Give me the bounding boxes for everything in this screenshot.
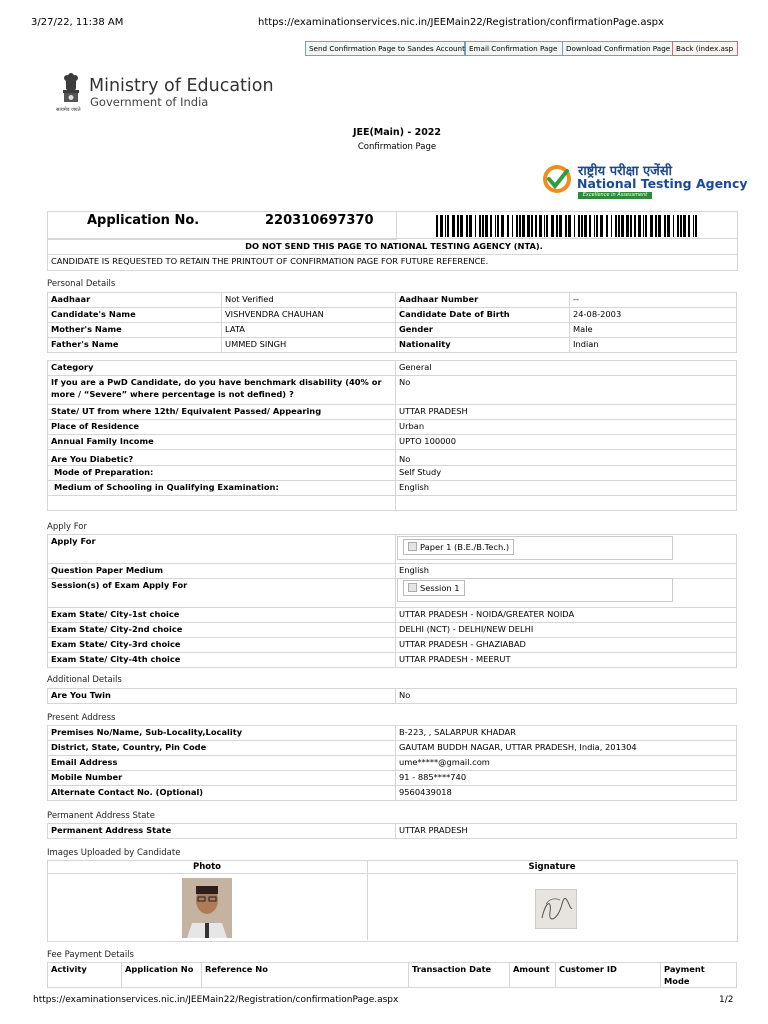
label-cell: Aadhaar Number [396,293,570,308]
label-cell: Father's Name [48,338,222,353]
category-table [47,360,737,511]
application-number-value: 220310697370 [265,213,374,228]
do-not-send-notice: DO NOT SEND THIS PAGE TO NATIONAL TESTING AGENCY (NTA). [245,241,543,251]
value-cell: VISHVENDRA CHAUHAN [222,308,396,323]
table-row [48,293,737,308]
value-cell: Urban [396,420,737,435]
value-cell: Male [570,323,737,338]
emblem-caption: सत्यमेव जयते [56,107,81,113]
signature-label: Signature [528,862,576,872]
table-row [48,308,737,323]
nta-tagline: Excellence in Assessment [578,192,652,199]
value-cell: No [396,376,737,405]
value-cell: Indian [570,338,737,353]
label-cell: Category [48,361,396,376]
table-row [48,824,737,839]
label-cell: Alternate Contact No. (Optional) [48,786,396,801]
permanent-address-table [47,823,737,839]
send-sandes-button[interactable]: Send Confirmation Page to Sandes Account [305,41,465,56]
session1-label: Session 1 [420,583,460,593]
session1-checkbox[interactable] [403,580,465,596]
label-cell: Exam State/ City-1st choice [48,608,396,623]
permanent-address-title: Permanent Address State [47,811,155,821]
present-address-table [47,725,737,801]
label-cell: Gender [396,323,570,338]
spacer-cell [48,496,396,511]
table-row [48,771,737,786]
value-cell: UTTAR PRADESH - NOIDA/GREATER NOIDA [396,608,737,623]
label-cell: Exam State/ City-2nd choice [48,623,396,638]
label-cell: State/ UT from where 12th/ Equivalent Passed/ Appearing [48,405,396,420]
fee-payment-title: Fee Payment Details [47,950,134,960]
personal-details-table [47,292,737,353]
checkbox-icon[interactable] [408,583,417,592]
label-cell: Apply For [48,535,396,564]
column-header: Customer ID [556,963,661,988]
label-cell: Session(s) of Exam Apply For [48,579,396,608]
fee-payment-table [47,962,737,988]
images-header-divider [47,873,736,874]
page-heading: Confirmation Page [357,142,437,152]
value-cell: LATA [222,323,396,338]
column-header: Transaction Date [409,963,510,988]
print-url: https://examinationservices.nic.in/JEEMain22/Registration/confirmationPage.aspx [258,17,664,28]
column-header: Payment Mode [661,963,737,988]
value-cell: GAUTAM BUDDH NAGAR, UTTAR PRADESH, India, 201304 [396,741,737,756]
spacer-cell [396,496,737,511]
additional-details-table [47,688,737,704]
label-cell: Question Paper Medium [48,564,396,579]
label-cell: If you are a PwD Candidate, do you have benchmark disability (40% or more / “Severe” where percentage is not defined) ? [48,376,396,405]
value-cell: UPTO 100000 [396,435,737,450]
label-cell: Are You Twin [48,689,396,704]
email-confirmation-button[interactable]: Email Confirmation Page [465,41,565,56]
table-row [48,450,737,466]
table-row [48,466,737,481]
column-header: Application No [122,963,202,988]
value-cell: DELHI (NCT) - DELHI/NEW DELHI [396,623,737,638]
checkbox-icon[interactable] [408,542,417,551]
back-button[interactable]: Back (index.asp [672,41,738,56]
label-cell: Nationality [396,338,570,353]
table-row [48,361,737,376]
column-header: Activity [48,963,122,988]
label-cell: Exam State/ City-3rd choice [48,638,396,653]
barcode-icon [436,215,701,237]
table-row [48,756,737,771]
exam-heading: JEE(Main) - 2022 [352,127,442,138]
print-datetime: 3/27/22, 11:38 AM [31,17,124,28]
table-row [48,741,737,756]
table-row [48,481,737,496]
label-cell: Place of Residence [48,420,396,435]
label-cell: Aadhaar [48,293,222,308]
label-cell: District, State, Country, Pin Code [48,741,396,756]
table-row [48,435,737,450]
national-emblem-icon [58,72,84,112]
nta-english-name: National Testing Agency [577,176,748,191]
label-cell: Mobile Number [48,771,396,786]
images-title: Images Uploaded by Candidate [47,848,181,858]
value-cell: UMMED SINGH [222,338,396,353]
label-cell: Permanent Address State [48,824,396,839]
label-cell: Exam State/ City-4th choice [48,653,396,668]
table-row [48,376,737,405]
value-cell: UTTAR PRADESH - GHAZIABAD [396,638,737,653]
candidate-signature [535,889,577,929]
retain-notice: CANDIDATE IS REQUESTED TO RETAIN THE PRINTOUT OF CONFIRMATION PAGE FOR FUTURE REFERENCE. [51,256,489,266]
column-header: Amount [510,963,556,988]
value-cell: English [396,564,737,579]
value-cell: ume*****@gmail.com [396,756,737,771]
value-cell: No [396,450,737,466]
ministry-title: Ministry of Education [89,76,274,96]
personal-details-title: Personal Details [47,279,116,289]
table-row [48,689,737,704]
ministry-subtitle: Government of India [90,95,209,109]
paper1-label: Paper 1 (B.E./B.Tech.) [420,542,510,552]
nta-logo-icon [541,163,573,195]
table-row [48,726,737,741]
table-row [48,623,737,638]
value-cell: Self Study [396,466,737,481]
table-header-row [48,963,737,988]
table-row [48,420,737,435]
table-row [48,338,737,353]
table-row [48,653,737,668]
value-cell: 9560439018 [396,786,737,801]
apply-for-title: Apply For [47,522,87,532]
value-cell: UTTAR PRADESH [396,824,737,839]
label-cell: Mode of Preparation: [48,466,396,481]
download-confirmation-button[interactable]: Download Confirmation Page [562,41,674,56]
additional-details-title: Additional Details [47,675,122,685]
column-header: Reference No [202,963,409,988]
footer-url: https://examinationservices.nic.in/JEEMain22/Registration/confirmationPage.aspx [33,995,399,1005]
value-cell: B-223, , SALARPUR KHADAR [396,726,737,741]
paper1-checkbox[interactable] [403,539,514,555]
footer-page-number: 1/2 [719,995,734,1005]
label-cell: Candidate Date of Birth [396,308,570,323]
table-row [48,608,737,623]
nta-hindi-name: राष्ट्रीय परीक्षा एजेंसी [578,164,672,179]
value-cell: General [396,361,737,376]
value-cell: Not Verified [222,293,396,308]
value-cell: 91 - 885****740 [396,771,737,786]
value-cell: -- [570,293,737,308]
value-cell: 24-08-2003 [570,308,737,323]
value-cell: UTTAR PRADESH [396,405,737,420]
label-cell: Are You Diabetic? [48,450,396,466]
application-number-label: Application No. [87,213,200,228]
label-cell: Mother's Name [48,323,222,338]
table-row [48,496,737,511]
images-divider [367,860,368,940]
table-row [48,323,737,338]
present-address-title: Present Address [47,713,116,723]
photo-label: Photo [192,862,222,872]
value-cell: UTTAR PRADESH - MEERUT [396,653,737,668]
candidate-photo [182,878,232,938]
table-row [48,405,737,420]
table-row [48,638,737,653]
label-cell: Medium of Schooling in Qualifying Examination: [48,481,396,496]
label-cell: Annual Family Income [48,435,396,450]
table-row [48,564,737,579]
label-cell: Email Address [48,756,396,771]
label-cell: Candidate's Name [48,308,222,323]
table-row [48,786,737,801]
label-cell: Premises No/Name, Sub-Locality,Locality [48,726,396,741]
value-cell: No [396,689,737,704]
value-cell: English [396,481,737,496]
